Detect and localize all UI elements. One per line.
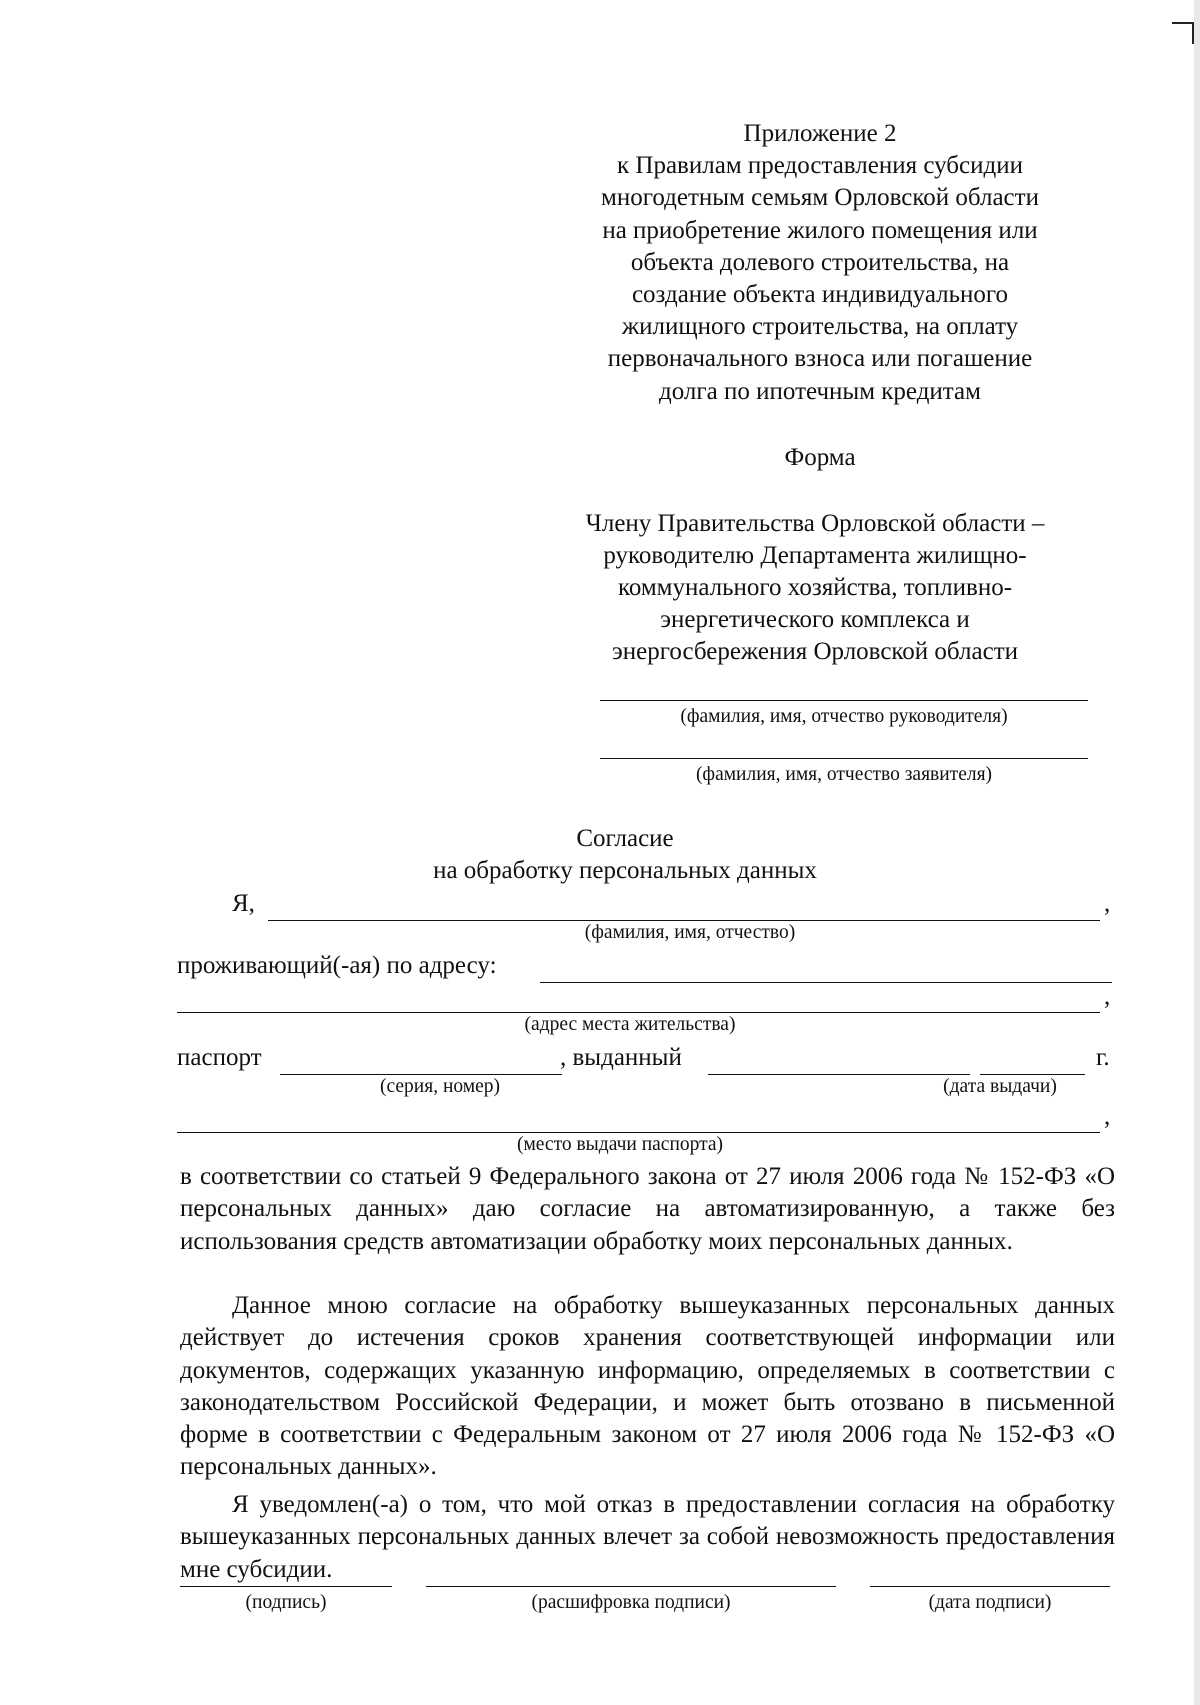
- year-suffix: г.: [1096, 1044, 1110, 1071]
- body-paragraph-1: [180, 1161, 1115, 1258]
- signature-caption: (подпись): [245, 1592, 327, 1613]
- addressee-line: энергосбережения Орловской области: [611, 638, 1019, 665]
- addressee-line: руководителю Департамента жилищно-: [603, 542, 1027, 569]
- annex-header: [560, 118, 1080, 408]
- signature-date-caption: (дата подписи): [928, 1592, 1052, 1613]
- head-name-caption: (фамилия, имя, отчество руководителя): [680, 706, 1008, 727]
- body-paragraph-2: [180, 1290, 1115, 1484]
- scan-edge: [1194, 0, 1200, 1705]
- issued-by-line[interactable]: [708, 1074, 970, 1075]
- issue-place-comma: ,: [1104, 1103, 1111, 1130]
- address-comma: ,: [1104, 983, 1111, 1010]
- passport-label: паспорт: [177, 1044, 262, 1071]
- scan-corner-mark: [1172, 22, 1194, 24]
- scan-corner-mark-vertical: [1192, 22, 1194, 44]
- annex-line: к Правилам предоставления субсидии: [617, 152, 1023, 180]
- annex-line: объекта долевого строительства, на: [630, 248, 1010, 276]
- paragraph-text: Я уведомлен(-а) о том, что мой отказ в предоставлении согласия на обработку вышеуказанных персональных данных влечет за собой невозможность предоставления мне субсидии.: [180, 1491, 1115, 1583]
- signature-line[interactable]: [180, 1586, 392, 1587]
- series-caption: (серия, номер): [380, 1076, 500, 1097]
- fio-comma: ,: [1104, 890, 1111, 917]
- document-title: Согласие: [576, 825, 674, 852]
- address-label: проживающий(-ая) по адресу:: [177, 952, 497, 979]
- issued-label: , выданный: [560, 1044, 682, 1071]
- issue-date-line[interactable]: [980, 1074, 1085, 1075]
- form-label: Форма: [784, 444, 856, 471]
- paragraph-text: в соответствии со статьей 9 Федерального закона от 27 июля 2006 года № 152-ФЗ «О персональных данных» даю согласие на автоматизированную, а также без использования средств автоматизации обработку моих персональных данных.: [180, 1163, 1115, 1255]
- address-line[interactable]: [540, 982, 1112, 983]
- signature-date-line[interactable]: [870, 1586, 1110, 1587]
- addressee-line: Члену Правительства Орловской области –: [585, 510, 1045, 537]
- document-subtitle: на обработку персональных данных: [433, 857, 817, 884]
- annex-line: на приобретение жилого помещения или: [602, 216, 1038, 244]
- passport-series-line[interactable]: [280, 1074, 562, 1075]
- annex-line: жилищного строительства, на оплату: [621, 313, 1019, 341]
- address-caption: (адрес места жительства): [524, 1014, 736, 1035]
- issue-place-caption: (место выдачи паспорта): [516, 1134, 724, 1155]
- addressee-block: [540, 508, 1090, 668]
- paragraph-text: Данное мною согласие на обработку вышеуказанных персональных данных действует до истечения сроков хранения соответствующей информации или документов, содержащих указанную информацию, определяемых в соответствии с законодательством Российской Федерации, и может быть отозвано в письменной форме в соответствии с Федеральным законом от 27 июля 2006 года № 152-ФЗ «О персональных данных».: [180, 1292, 1115, 1481]
- annex-line: многодетным семьям Орловской области: [601, 184, 1039, 212]
- annex-line: первоначального взноса или погашение: [607, 345, 1033, 373]
- signature-decode-line[interactable]: [426, 1586, 836, 1587]
- fio-line[interactable]: [268, 920, 1100, 921]
- address-line-2[interactable]: [177, 1012, 1100, 1013]
- applicant-name-line[interactable]: [600, 758, 1088, 759]
- annex-line: долга по ипотечным кредитам: [659, 377, 981, 405]
- issue-place-line[interactable]: [177, 1132, 1100, 1133]
- body-paragraph-3: [180, 1489, 1115, 1586]
- annex-line: Приложение 2: [743, 120, 897, 147]
- addressee-line: коммунального хозяйства, топливно-: [617, 574, 1013, 601]
- signature-decode-caption: (расшифровка подписи): [531, 1592, 731, 1613]
- annex-line: создание объекта индивидуального: [631, 281, 1009, 309]
- i-label: Я,: [232, 890, 255, 917]
- issue-date-caption: (дата выдачи): [943, 1076, 1057, 1097]
- addressee-line: энергетического комплекса и: [660, 606, 970, 633]
- fio-caption: (фамилия, имя, отчество): [584, 922, 796, 943]
- head-name-line[interactable]: [600, 700, 1088, 701]
- applicant-name-caption: (фамилия, имя, отчество заявителя): [695, 764, 993, 785]
